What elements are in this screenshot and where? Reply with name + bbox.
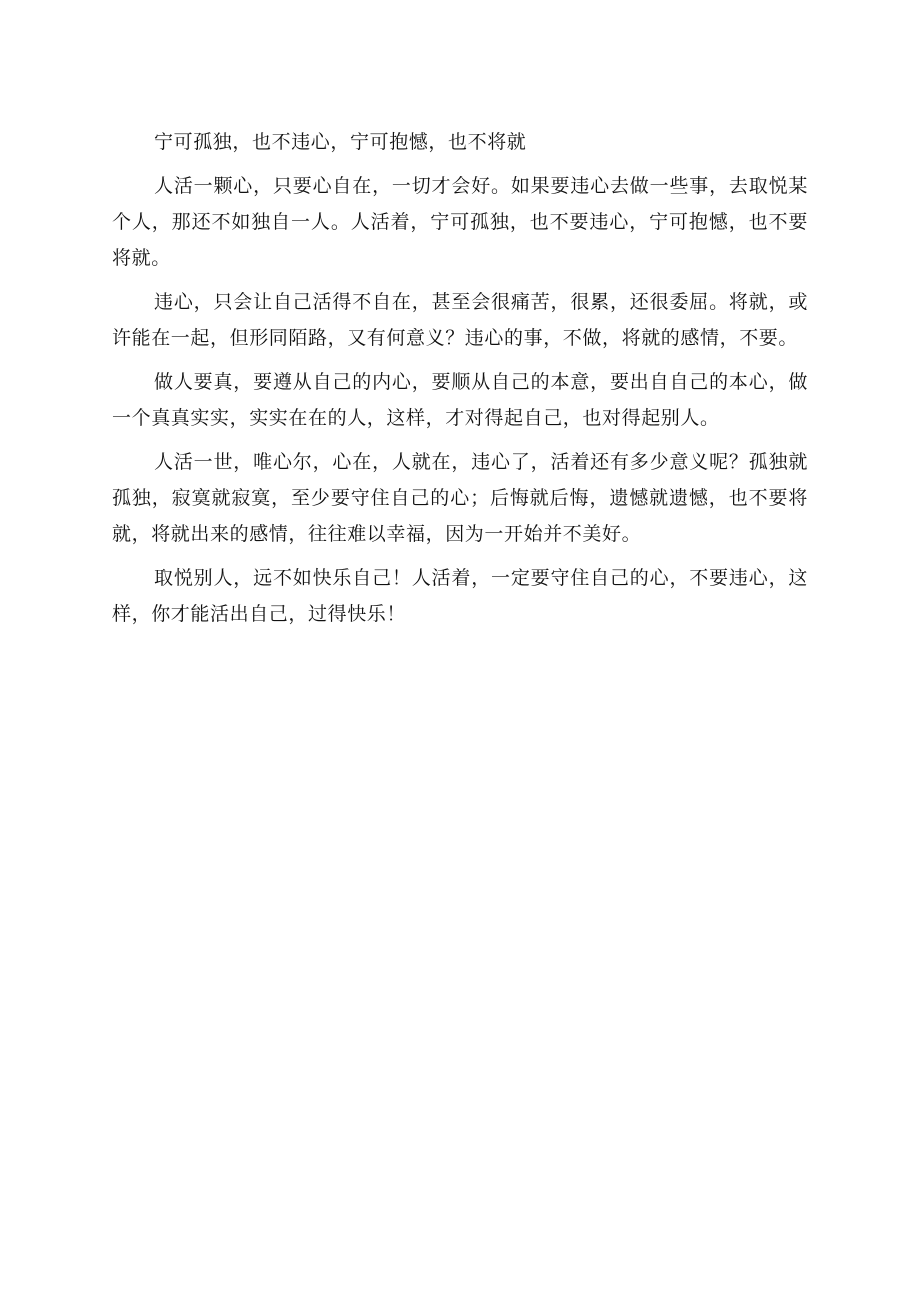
- paragraph-1: 人活一颗心，只要心自在，一切才会好。如果要违心去做一些事，去取悦某个人，那还不如独自一人。人活着，宁可孤独，也不要违心，宁可抱憾，也不要将就。: [112, 175, 808, 269]
- paragraph-3: 做人要真，要遵从自己的内心，要顺从自己的本意，要出自自己的本心，做一个真真实实，实实在在的人，这样，才对得起自己，也对得起别人。: [112, 371, 808, 429]
- paragraph-5: 取悦别人，远不如快乐自己！人活着，一定要守住自己的心，不要违心，这样，你才能活出自己，过得快乐！: [112, 567, 808, 625]
- paragraph-4: 人活一世，唯心尔，心在，人就在，违心了，活着还有多少意义呢？孤独就孤独，寂寞就寂寞，至少要守住自己的心；后悔就后悔，遗憾就遗憾，也不要将就，将就出来的感情，往往难以幸福，因为一开始并不美好。: [112, 451, 808, 545]
- document-body: [112, 124, 808, 640]
- document-title: 宁可孤独，也不违心，宁可抱憾，也不将就: [154, 131, 527, 153]
- paragraph-2: 违心，只会让自己活得不自在，甚至会很痛苦，很累，还很委屈。将就，或许能在一起，但形同陌路，又有何意义？违心的事，不做，将就的感情，不要。: [112, 291, 808, 349]
